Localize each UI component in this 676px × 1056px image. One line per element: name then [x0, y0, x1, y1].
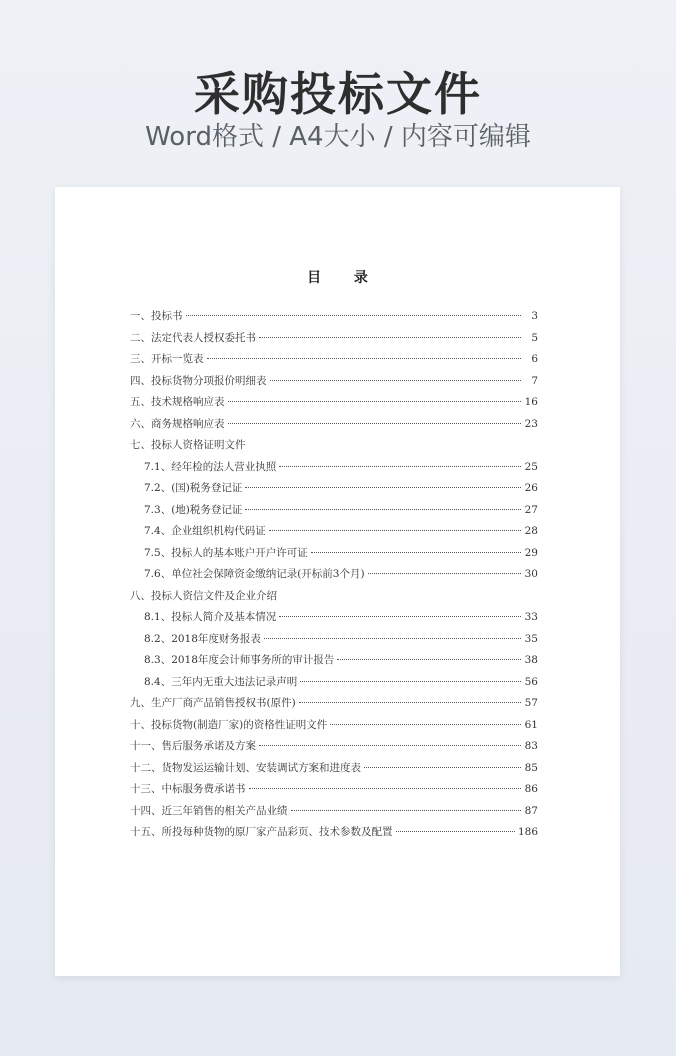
toc-entry-label: 8.4、三年内无重大违法记录声明 [144, 675, 298, 688]
table-of-contents [130, 306, 538, 844]
toc-entry [130, 693, 538, 715]
toc-entry-page: 83 [524, 740, 538, 752]
toc-entry-page: 25 [524, 460, 538, 473]
page-subtitle: Word格式 / A4大小 / 内容可编辑 [145, 122, 531, 152]
toc-entry-page: 23 [524, 417, 538, 430]
toc-entry [130, 349, 538, 371]
toc-entry-label: 7.5、投标人的基本账户开户许可证 [144, 546, 308, 559]
toc-entry [130, 543, 538, 565]
toc-entry-page: 57 [524, 697, 538, 709]
toc-entry [130, 715, 538, 737]
toc-entry-label: 十三、中标服务费承诺书 [130, 783, 246, 795]
toc-leader-dots [291, 810, 522, 811]
toc-leader-dots [368, 573, 521, 574]
toc-entry-page: 7 [531, 374, 538, 387]
toc-entry-page: 28 [524, 525, 538, 537]
toc-entry-label: 8.3、2018年度会计师事务所的审计报告 [144, 654, 335, 666]
toc-entry-page: 26 [524, 482, 538, 494]
toc-entry [130, 306, 538, 328]
toc-leader-dots [311, 552, 521, 553]
toc-entry [130, 392, 538, 414]
toc-entry-page: 33 [524, 611, 538, 623]
toc-entry-label: 一、投标书 [130, 310, 183, 322]
toc-entry [130, 521, 538, 543]
toc-entry-label: 二、法定代表人授权委托书 [130, 331, 256, 344]
toc-entry-page: 186 [517, 826, 538, 838]
toc-leader-dots [228, 401, 522, 402]
toc-entry-page: 87 [524, 804, 538, 817]
toc-entry-label: 8.1、投标人简介及基本情况 [144, 611, 277, 623]
toc-entry [130, 779, 538, 801]
toc-entry-page: 56 [524, 675, 538, 688]
toc-entry-page: 35 [524, 632, 538, 645]
toc-entry [130, 478, 538, 500]
toc-entry [130, 435, 538, 457]
toc-leader-dots [364, 767, 521, 768]
toc-entry [130, 414, 538, 436]
toc-entry-label: 八、投标人资信文件及企业介绍 [130, 589, 277, 602]
toc-entry [130, 736, 538, 758]
toc-entry-label: 十五、所投每种货物的原厂家产品彩页、技术参数及配置 [130, 826, 393, 838]
toc-entry-page: 29 [524, 546, 538, 559]
toc-entry-page: 30 [524, 568, 538, 580]
toc-leader-dots [299, 702, 521, 703]
toc-entry-page: 27 [524, 503, 538, 516]
toc-leader-dots [186, 315, 522, 316]
toc-leader-dots [396, 831, 515, 832]
toc-entry [130, 586, 538, 608]
toc-leader-dots [207, 358, 522, 359]
toc-entry-page: 6 [531, 353, 538, 365]
toc-entry [130, 564, 538, 586]
toc-leader-dots [259, 745, 521, 746]
toc-entry-page: 85 [524, 761, 538, 774]
toc-entry-page: 3 [531, 310, 538, 322]
toc-leader-dots [259, 337, 521, 338]
toc-leader-dots [337, 659, 521, 660]
toc-entry [130, 650, 538, 672]
toc-entry-page: 16 [524, 396, 538, 408]
toc-leader-dots [330, 724, 521, 725]
toc-entry-label: 十四、近三年销售的相关产品业绩 [130, 804, 288, 817]
toc-entry-label: 十、投标货物(制造厂家)的资格性证明文件 [130, 718, 328, 731]
document-page [55, 187, 620, 976]
toc-entry-label: 7.4、企业组织机构代码证 [144, 525, 266, 537]
toc-entry [130, 822, 538, 844]
toc-entry-label: 7.6、单位社会保障资金缴纳记录(开标前3个月) [144, 568, 365, 580]
toc-leader-dots [228, 423, 522, 424]
toc-entry [130, 801, 538, 823]
toc-entry [130, 607, 538, 629]
toc-entry [130, 672, 538, 694]
toc-entry-label: 七、投标人资格证明文件 [130, 439, 246, 451]
toc-leader-dots [279, 616, 521, 617]
toc-entry [130, 328, 538, 350]
toc-leader-dots [245, 487, 521, 488]
toc-entry-page: 86 [524, 783, 538, 795]
toc-entry-label: 六、商务规格响应表 [130, 417, 225, 430]
toc-entry [130, 457, 538, 479]
toc-entry-label: 三、开标一览表 [130, 353, 204, 365]
toc-entry-page: 5 [531, 331, 538, 344]
toc-leader-dots [269, 530, 521, 531]
toc-leader-dots [264, 638, 521, 639]
toc-entry-label: 十一、售后服务承诺及方案 [130, 740, 256, 752]
toc-entry-label: 7.3、(地)税务登记证 [144, 503, 243, 516]
toc-entry-label: 五、技术规格响应表 [130, 396, 225, 408]
toc-entry-label: 7.2、(国)税务登记证 [144, 482, 243, 494]
toc-entry [130, 371, 538, 393]
toc-entry-label: 7.1、经年检的法人营业执照 [144, 460, 277, 473]
toc-leader-dots [300, 681, 521, 682]
toc-entry [130, 500, 538, 522]
toc-entry-page: 38 [524, 654, 538, 666]
toc-entry [130, 758, 538, 780]
page-title: 采购投标文件 [194, 67, 482, 121]
toc-leader-dots [279, 466, 521, 467]
toc-entry-label: 九、生产厂商产品销售授权书(原件) [130, 697, 296, 709]
toc-leader-dots [249, 788, 522, 789]
toc-entry-page: 61 [524, 718, 538, 731]
toc-entry-label: 四、投标货物分项报价明细表 [130, 374, 267, 387]
toc-title: 目 录 [307, 270, 382, 286]
toc-leader-dots [270, 380, 522, 381]
toc-entry [130, 629, 538, 651]
toc-entry-label: 8.2、2018年度财务报表 [144, 632, 261, 645]
toc-entry-label: 十二、货物发运运输计划、安装调试方案和进度表 [130, 761, 361, 774]
toc-leader-dots [245, 509, 521, 510]
